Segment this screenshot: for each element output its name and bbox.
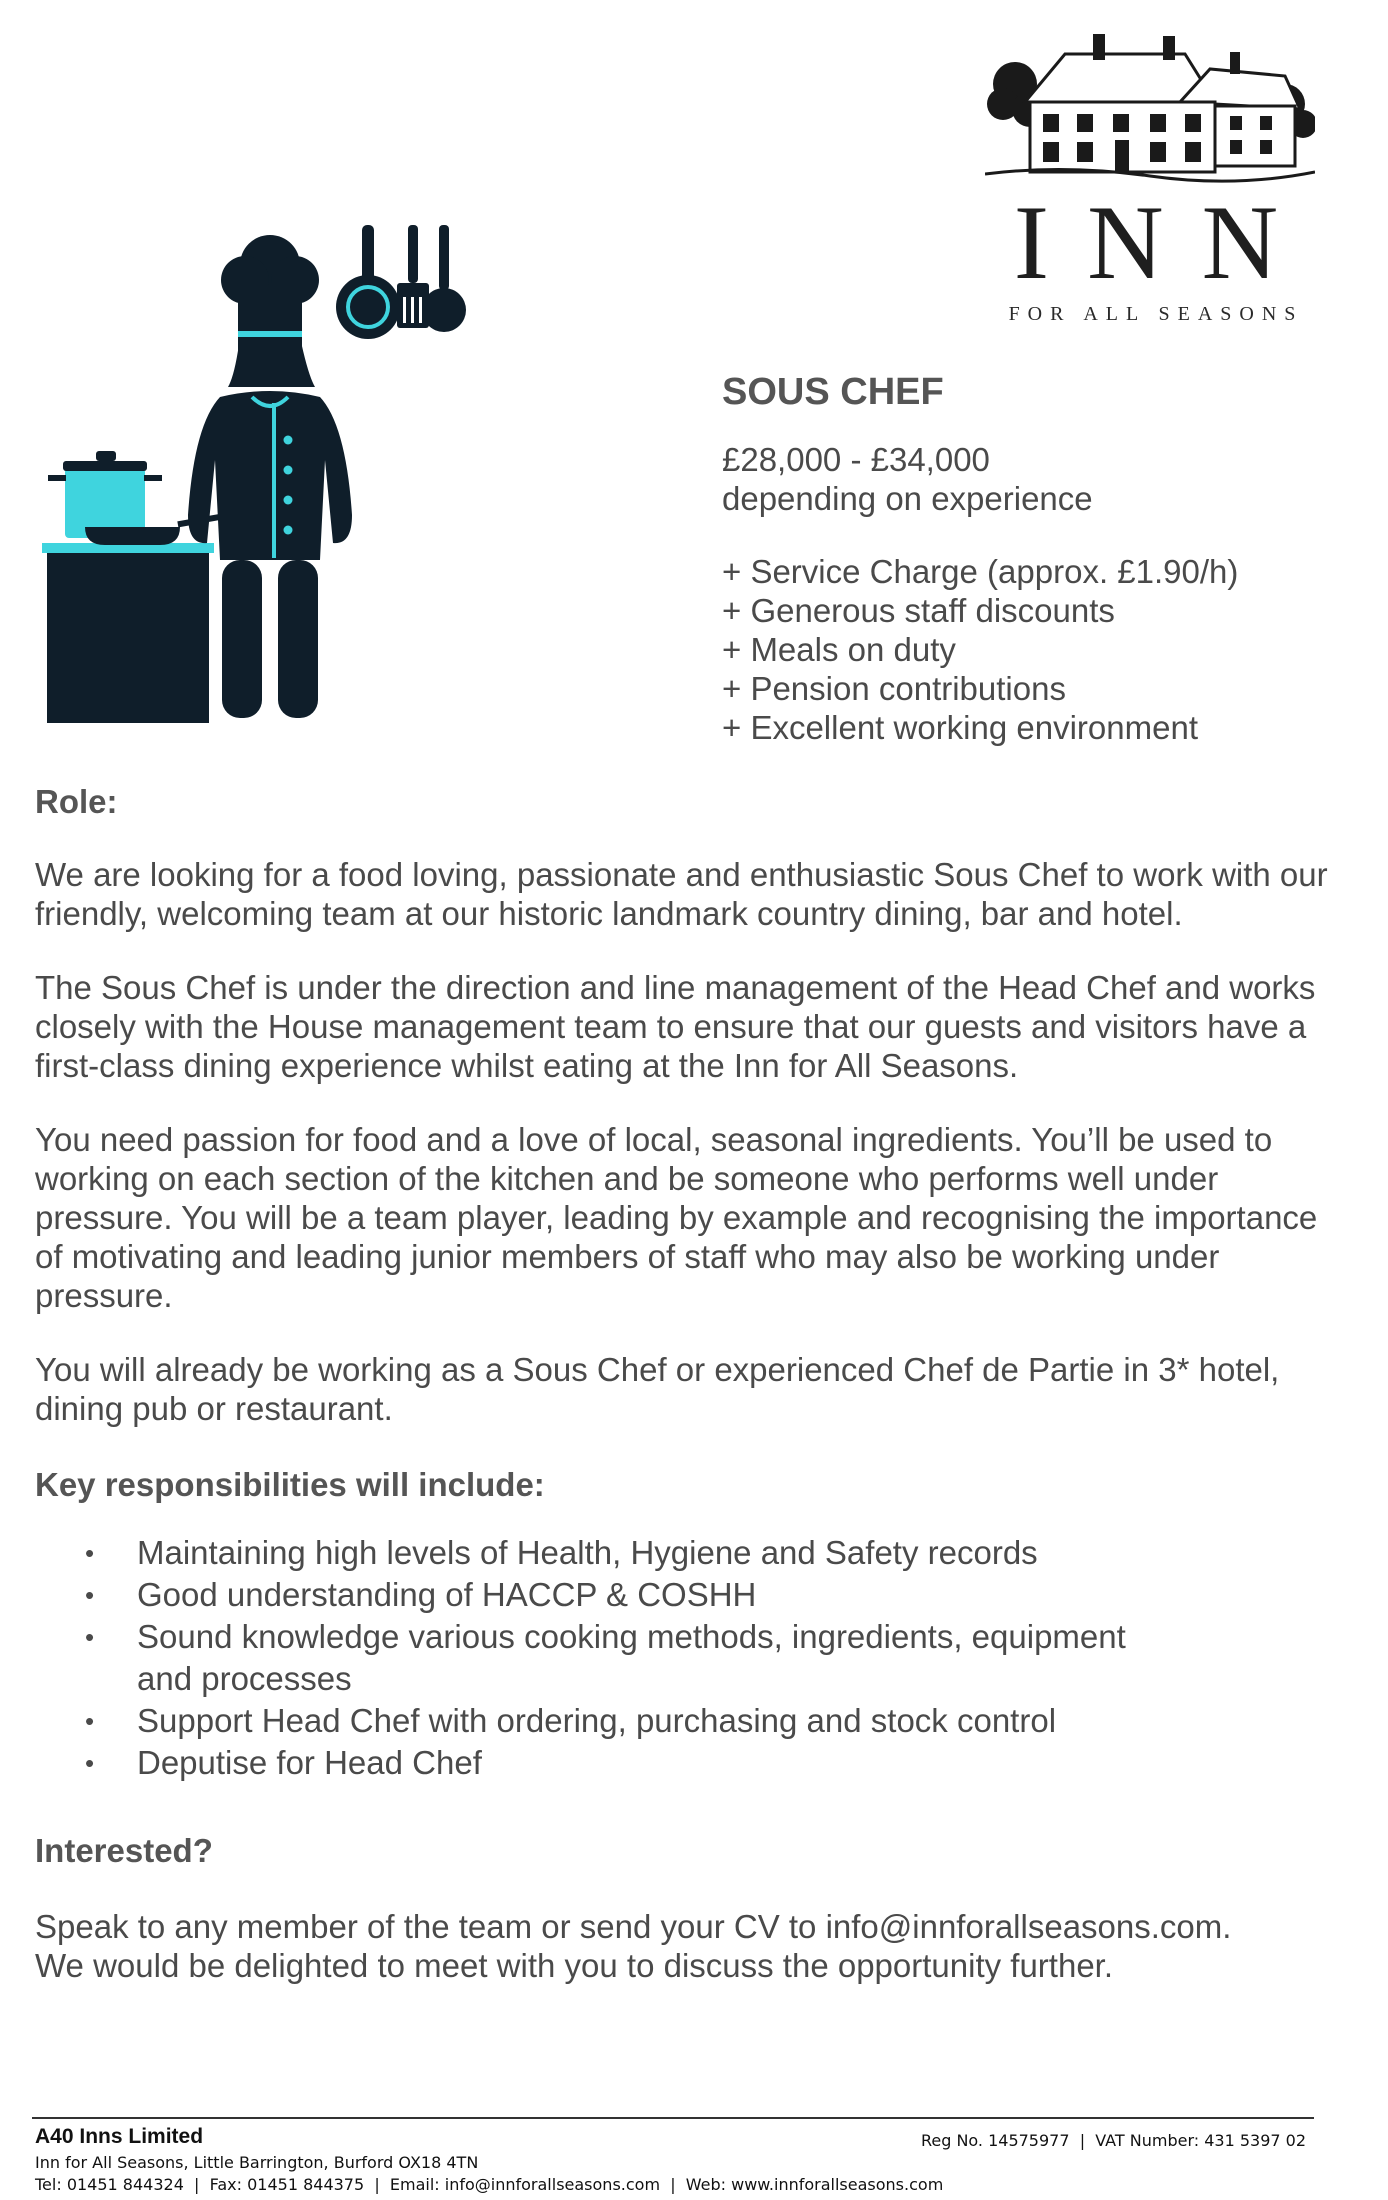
ladle-icon [422,225,466,332]
logo-subtitle: FOR ALL SEASONS [1008,303,1304,325]
list-item [35,1616,1335,1700]
list-item [35,1742,1335,1784]
list-item [35,1700,1335,1742]
footer-divider [32,2117,1314,2119]
responsibility-text: Sound knowledge various cooking methods, ingredients, equipment and processes [137,1618,1126,1697]
interested-line-2: We would be delighted to meet with you to discuss the opportunity further. [35,1947,1114,1984]
counter [47,553,209,723]
role-paragraph-4 [35,1350,1335,1428]
bullet-icon: • [85,1538,95,1568]
benefit-item: + Pension contributions [722,670,1066,707]
footer-contact: Tel: 01451 844324 | Fax: 01451 844375 | Email: info@innforallseasons.com | Web: www.innforallseasons.com [35,2175,944,2194]
list-item [35,1532,1335,1574]
logo-name: INN [1013,184,1317,301]
interested-text [35,1907,1335,1985]
chef-figure [188,235,352,718]
role-paragraph-text: You will already be working as a Sous Chef or experienced Chef de Partie in 3* hotel, dining pub or restaurant. [35,1351,1280,1427]
responsibilities-list [35,1532,1335,1784]
role-paragraph-3 [35,1120,1335,1315]
bullet-icon: • [85,1706,95,1736]
role-paragraph-2 [35,968,1335,1085]
responsibility-text: Good understanding of HACCP & COSHH [137,1576,757,1613]
benefit-item: + Excellent working environment [722,709,1198,746]
pot-icon [48,451,162,538]
footer-registration: Reg No. 14575977 | VAT Number: 431 5397 02 [920,2131,1306,2150]
role-paragraph-text: We are looking for a food loving, passionate and enthusiastic Sous Chef to work with our friendly, welcoming team at our historic landmark country dining, bar and hotel. [35,856,1328,932]
bullet-icon: • [85,1622,95,1652]
chef-illustration [30,225,630,745]
responsibility-text: Deputise for Head Chef [137,1744,482,1781]
bullet-icon: • [85,1580,95,1610]
role-heading: Role: [35,783,118,820]
salary-range: £28,000 - £34,000 [722,441,990,478]
bullet-icon: • [85,1748,95,1778]
list-item [35,1574,1335,1616]
benefit-item: + Generous staff discounts [722,592,1115,629]
hanging-pan-icon [336,225,400,339]
responsibility-text: Maintaining high levels of Health, Hygiene and Safety records [137,1534,1038,1571]
footer-address: Inn for All Seasons, Little Barrington, Burford OX18 4TN [35,2153,479,2172]
salary-block [722,440,1093,518]
benefit-item: + Meals on duty [722,631,956,668]
job-title: SOUS CHEF [722,371,944,413]
role-paragraph-text: You need passion for food and a love of local, seasonal ingredients. You’ll be used to working on each section of the kitchen and be someone who performs well under pressure. You will be a team player, leading by example and recognising the importance of motivating and leading junior members of staff who may also be working under pressure. [35,1121,1318,1314]
role-paragraph-1 [35,855,1335,933]
inn-house-logo-image [985,14,1315,184]
benefits-list [722,552,1238,747]
role-paragraph-text: The Sous Chef is under the direction and line management of the Head Chef and works closely with the House management team to ensure that our guests and visitors have a first-class dining experience whilst eating at the Inn for All Seasons. [35,969,1316,1084]
responsibility-text: Support Head Chef with ordering, purchasing and stock control [137,1702,1057,1739]
interested-heading: Interested? [35,1832,213,1869]
responsibilities-heading: Key responsibilities will include: [35,1466,545,1503]
footer-company: A40 Inns Limited [35,2125,204,2148]
interested-line-1: Speak to any member of the team or send your CV to info@innforallseasons.com. [35,1908,1232,1945]
salary-note: depending on experience [722,480,1093,517]
benefit-item: + Service Charge (approx. £1.90/h) [722,553,1239,590]
